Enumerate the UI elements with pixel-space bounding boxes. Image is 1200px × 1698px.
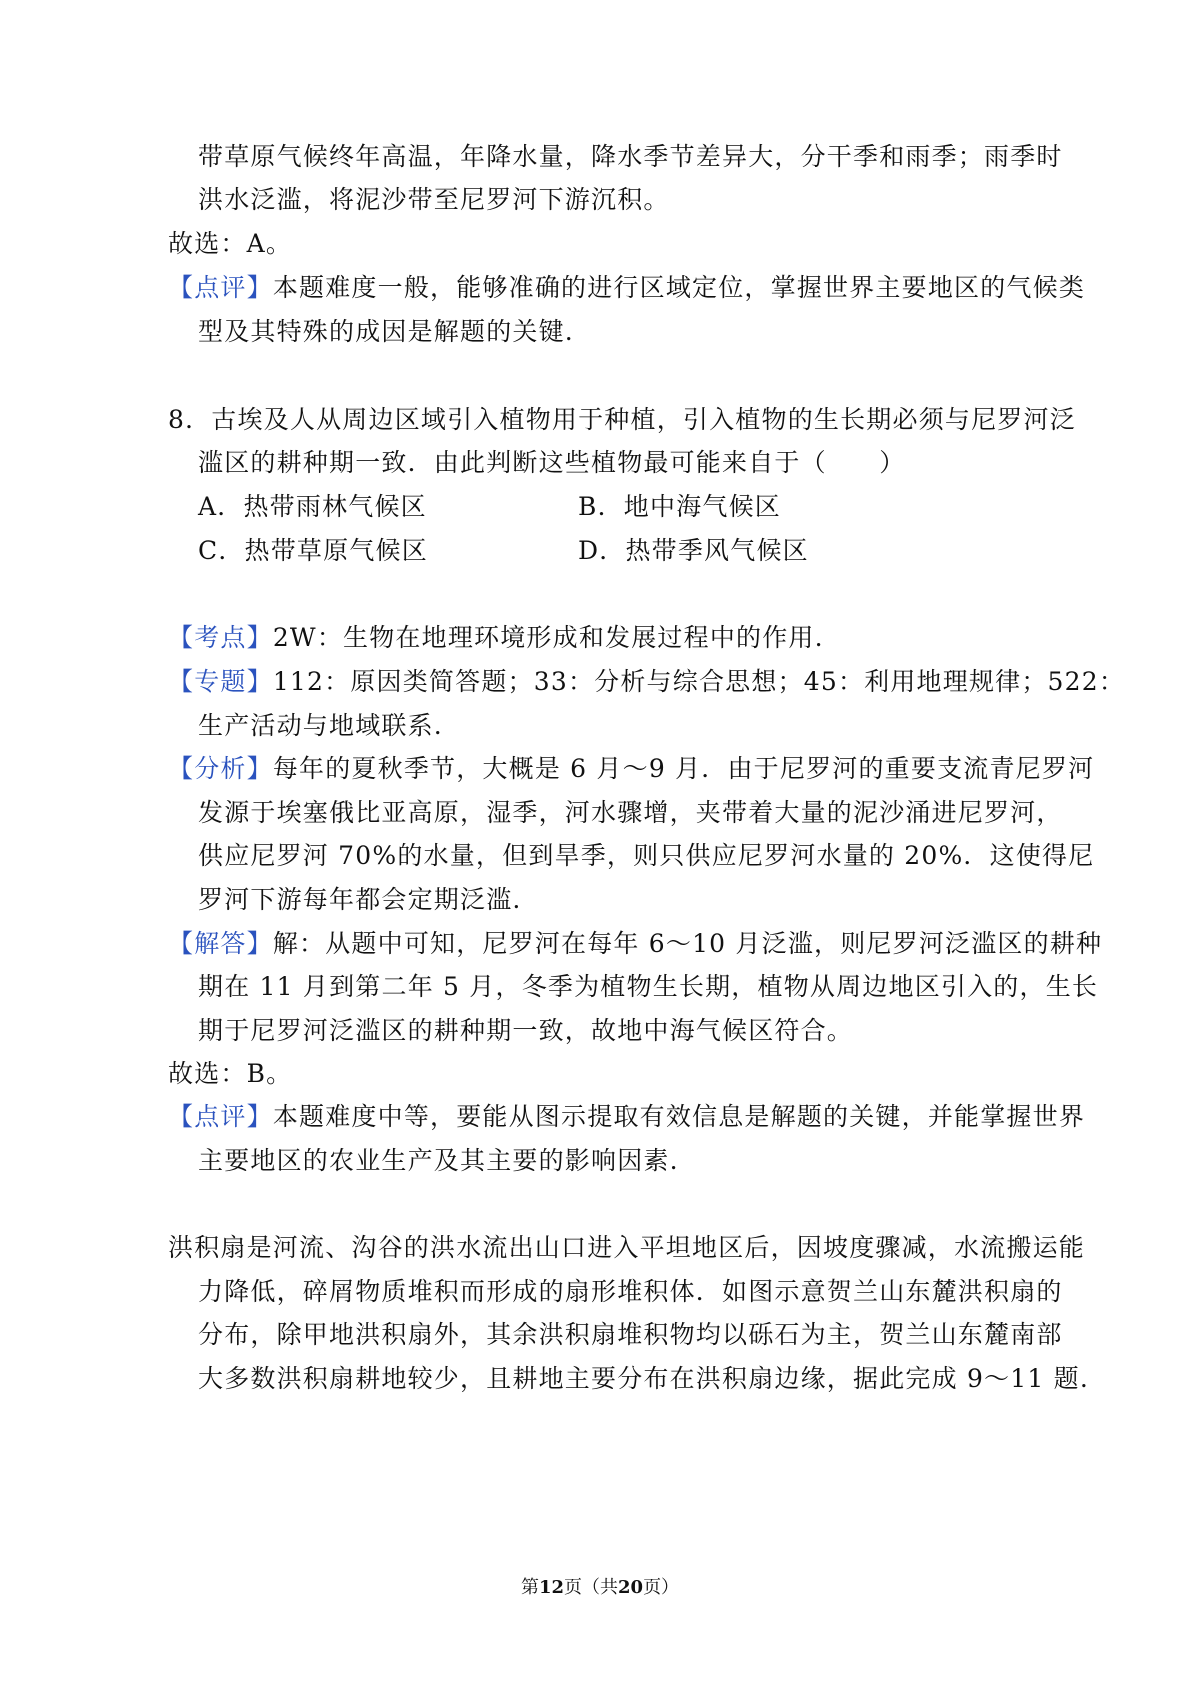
intro-line: 分布，除甲地洪积扇外，其余洪积扇堆积物均以砾石为主，贺兰山东麓南部: [198, 1320, 1063, 1349]
fenxi-text: 每年的夏秋季节，大概是 6 月～9 月．由于尼罗河的重要支流青尼罗河: [272, 754, 1095, 783]
kaodian-line: [168, 622, 824, 654]
question-stem: 8．古埃及人从周边区域引入植物用于种植，引入植物的生长期必须与尼罗河泛: [168, 405, 1076, 434]
review-line: [168, 1101, 1085, 1133]
text-line: 期于尼罗河泛滥区的耕种期一致，故地中海气候区符合。: [198, 1016, 854, 1045]
zhuanti-line: [168, 666, 1125, 698]
footer-suffix: 页）: [643, 1577, 680, 1598]
jieda-line: [168, 928, 1102, 960]
text-line: 供应尼罗河 70%的水量，但到旱季，则只供应尼罗河水量的 20%．这使得尼: [198, 841, 1095, 870]
text-line: 发源于埃塞俄比亚高原，湿季，河水骤增，夹带着大量的泥沙涌进尼罗河，: [198, 798, 1063, 827]
jieda-tag: 【解答】: [168, 929, 273, 958]
option-a: A．热带雨林气候区: [198, 492, 427, 521]
review-line: [168, 272, 1085, 304]
text-line: 期在 11 月到第二年 5 月，冬季为植物生长期，植物从周边地区引入的，生长: [198, 972, 1099, 1001]
question-stem: 滥区的耕种期一致．由此判断这些植物最可能来自于（ ）: [198, 448, 906, 477]
review-text: 本题难度一般，能够准确的进行区域定位，掌握世界主要地区的气候类: [272, 273, 1086, 302]
answer-line: 故选：A。: [168, 229, 293, 258]
option-d: D．热带季风气候区: [578, 536, 809, 565]
total-pages: 20: [618, 1577, 644, 1598]
review-text: 本题难度中等，要能从图示提取有效信息是解题的关键，并能掌握世界: [272, 1102, 1086, 1131]
jieda-text: 解：从题中可知，尼罗河在每年 6～10 月泛滥，则尼罗河泛滥区的耕种: [272, 929, 1103, 958]
intro-line: 力降低，碎屑物质堆积而形成的扇形堆积体．如图示意贺兰山东麓洪积扇的: [198, 1277, 1063, 1306]
answer-line: 故选：B。: [168, 1059, 293, 1088]
intro-line: 洪积扇是河流、沟谷的洪水流出山口进入平坦地区后，因坡度骤减，水流搬运能: [168, 1233, 1086, 1262]
option-b: B．地中海气候区: [578, 492, 781, 521]
zhuanti-text: 112：原因类简答题；33：分析与综合思想；45：利用地理规律；522：: [272, 667, 1126, 696]
review-tag: 【点评】: [168, 1102, 273, 1131]
option-c: C．热带草原气候区: [198, 536, 428, 565]
text-line: 带草原气候终年高温，年降水量，降水季节差异大，分干季和雨季；雨季时: [198, 142, 1063, 171]
zhuanti-tag: 【专题】: [168, 667, 273, 696]
kaodian-text: 2W：生物在地理环境形成和发展过程中的作用.: [272, 623, 824, 652]
kaodian-tag: 【考点】: [168, 623, 273, 652]
footer-prefix: 第: [520, 1577, 539, 1598]
text-line: 型及其特殊的成因是解题的关键.: [198, 317, 574, 346]
text-line: 洪水泛滥，将泥沙带至尼罗河下游沉积。: [198, 185, 670, 214]
intro-line: 大多数洪积扇耕地较少，且耕地主要分布在洪积扇边缘，据此完成 9～11 题.: [198, 1364, 1089, 1393]
text-line: 生产活动与地域联系.: [198, 711, 443, 740]
page-footer: [0, 1577, 1200, 1599]
review-tag: 【点评】: [168, 273, 273, 302]
text-line: 罗河下游每年都会定期泛滥.: [198, 885, 522, 914]
footer-middle: 页（共: [564, 1577, 618, 1598]
text-line: 主要地区的农业生产及其主要的影响因素.: [198, 1146, 679, 1175]
fenxi-tag: 【分析】: [168, 754, 273, 783]
fenxi-line: [168, 753, 1094, 785]
page-number: 12: [538, 1577, 564, 1598]
